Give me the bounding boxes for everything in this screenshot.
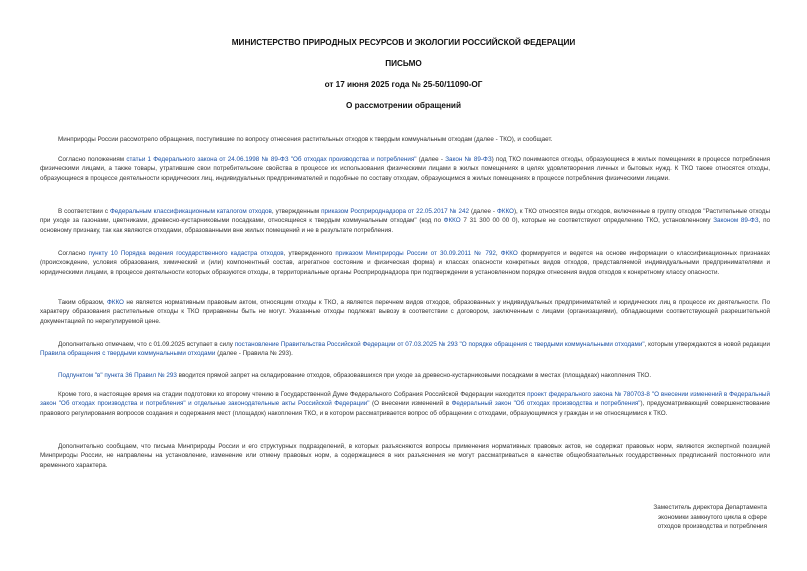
paragraph-text: не является нормативным правовым актом, относящим отходы к ТКО, а является перечнем видов отходов, образованных у индивидуальных предпринимателей и юридических лиц в процессе их деятельности. По характеру образования растительные отходы к ТКО приравнены быть не могут. Указанные отходы подлежат вывозу в соответствии с договором, заключенным с лицами (организациями), обладающими соответствующей разрешительной документацией по нерегулируемой цене. xyxy=(40,299,770,325)
link-order-242[interactable]: приказом Росприроднадзора от 22.05.2017 № 242 xyxy=(321,208,470,215)
link-fkko[interactable]: ФККО xyxy=(443,217,461,225)
paragraph-text: (О внесении изменений в xyxy=(369,400,452,408)
link-draft-law-780703-8[interactable]: проект федерального закона № 780703-8 "О внесении изменений в Федеральный закон "Об отходах производства и потребления" и отдельные законодательные акты Российской Федерации" xyxy=(40,391,770,408)
paragraph-cadastre xyxy=(40,249,770,277)
paragraph-text: формируется и ведется на основе информации о классификационных признаках (происхождение, условия образования, химический и (или) компонентный состав, агрегатное состояние и физическая форма) и классах опасности конкретных видов отходов, представляемой индивидуальными предпринимателями и юридическими лицами, в процессе деятельности которых образуются отходы, в территориальные органы Росприроднадзора при подтверждении в установленном порядке отнесения видов отходов к конкретному классу опасности. xyxy=(40,250,770,276)
link-order-792[interactable]: приказом Минприроды России от 30.09.2011 № 792 xyxy=(335,250,496,257)
link-fkko-catalog[interactable]: Федеральным классификационным каталогом отходов xyxy=(110,208,272,215)
link-tko-rules[interactable]: Правила обращения с твердыми коммунальными отходами xyxy=(40,350,216,358)
paragraph-text: , которым утверждаются в новой редакции xyxy=(644,341,770,348)
paragraph-text: , утвержденного xyxy=(283,250,336,257)
link-waste-law[interactable]: Федеральный закон "Об отходах производства и потребления" xyxy=(451,400,641,408)
paragraph-conclusion xyxy=(40,298,770,326)
ministry-title: МИНИСТЕРСТВО ПРИРОДНЫХ РЕСУРСОВ И ЭКОЛОГИИ РОССИЙСКОЙ ФЕДЕРАЦИИ xyxy=(231,38,576,47)
paragraph-rules-293 xyxy=(40,340,770,359)
paragraph-text: вводится прямой запрет на складирование отходов, образовавшихся при уходе за древесно-кустарниковыми посадками в местах (площадках) накопления ТКО. xyxy=(176,372,652,379)
paragraph-text: (далее - xyxy=(469,208,497,215)
link-fkko[interactable]: ФККО xyxy=(500,250,518,257)
paragraph-text: Согласно положениям xyxy=(58,156,127,163)
paragraph-draft-law xyxy=(40,390,770,418)
paragraph-disclaimer xyxy=(40,442,770,470)
paragraph-text: Дополнительно сообщаем, что письма Минприроды России и его структурных подразделений, в которых разъясняются вопросы применения нормативных правовых актов, не содержат правовых норм, являются экспертной позицией Минприроды России, не направлены на установление, изменение или отмену правовых норм, а содержащиеся в них разъяснения не могут рассматриваться в качестве общеобязательных государственных предписаний постоянного или временного характера. xyxy=(40,443,770,469)
paragraph-text: Кроме того, в настоящее время на стадии подготовки ко второму чтению в Государственной Думе Федерального Собрания Российской Федерации находится xyxy=(58,391,528,398)
signature-line: отходов производства и потребления xyxy=(657,523,767,530)
paragraph-tko-definition xyxy=(40,155,770,183)
paragraph-text: (далее - xyxy=(416,156,446,163)
paragraph-text: (далее - Правила № 293). xyxy=(215,350,293,358)
document-subject: О рассмотрении обращений xyxy=(346,101,461,110)
signature-line: Заместитель директора Департамента xyxy=(653,504,767,511)
paragraph-text: ) под ТКО понимаются отходы, образующиеся в жилых помещениях в процессе потребления физическими лицами, а также товары, утратившие свои потребительские свойства в процессе их использования физическими лицами в жилых помещениях в целях удовлетворения личных и бытовых нужд. К ТКО также относятся отходы, образующиеся в процессе деятельности юридических лиц, индивидуальных предпринимателей и подобные по составу отходам, образующимся в жилых помещениях в процессе потребления физическими лицами. xyxy=(40,156,771,182)
paragraph-text: Таким образом, xyxy=(58,299,107,306)
link-subitem-v-item-36[interactable]: Подпунктом "в" пункта 36 Правил № 293 xyxy=(58,372,177,379)
paragraph-text: , xyxy=(495,250,501,257)
document-date-number: от 17 июня 2025 года № 25-50/11090-ОГ xyxy=(324,80,483,89)
link-fkko[interactable]: ФККО xyxy=(106,299,124,306)
paragraph-intro xyxy=(40,135,770,144)
signature-block xyxy=(577,503,767,532)
link-fkko[interactable]: ФККО xyxy=(497,208,514,215)
paragraph-text: 7 31 300 00 00 0), которые не соответствуют определению ТКО, установленному xyxy=(460,217,714,225)
document-type: ПИСЬМО xyxy=(385,59,422,68)
paragraph-text: Минприроды России рассмотрело обращения, поступившие по вопросу отнесения растительных отходов к твердым коммунальным отходам (далее - ТКО), и сообщает. xyxy=(58,136,553,143)
paragraph-fkko xyxy=(40,207,770,235)
link-article-1-law-89[interactable]: статьи 1 Федерального закона от 24.06.1998 № 89-ФЗ "Об отходах производства и потребления" xyxy=(126,156,417,163)
link-law-89[interactable]: Законом 89-ФЗ xyxy=(713,217,759,225)
paragraph-text: , утвержденным xyxy=(271,208,322,215)
link-resolution-293[interactable]: постановление Правительства Российской Федерации от 07.03.2025 № 293 "О порядке обращения с твердыми коммунальными отходами" xyxy=(234,341,645,348)
paragraph-text: В соответствии с xyxy=(58,208,110,215)
paragraph-text: Согласно xyxy=(58,250,89,257)
paragraph-storage-ban xyxy=(40,371,770,380)
paragraph-text: ), к ТКО относятся виды отходов, включенные в группу отходов "Растительные отходы при уходе за газонами, цветниками, древесно-кустарниковыми посадками, относящиеся к твердым коммунальным отходам" (код по xyxy=(40,208,770,225)
link-law-89[interactable]: Закон № 89-ФЗ xyxy=(445,156,492,163)
paragraph-text: Дополнительно отмечаем, что с 01.09.2025 вступает в силу xyxy=(58,341,235,348)
paragraph-text: ), предусматривающий совершенствование правового регулирования вопросов создания и содержания мест (площадок) накопления ТКО, и в котором рассматривается вопрос об обращении с отходами, образующимися у граждан и не относящимися к ТКО. xyxy=(40,400,770,417)
paragraph-text: , по основному признаку, так как являются отходами, образованными вне жилых помещений и не в результате потребления. xyxy=(40,217,770,234)
link-cadastre-item-10[interactable]: пункту 10 Порядка ведения государственного кадастра отходов xyxy=(88,250,284,257)
signature-line: экономики замкнутого цикла в сфере xyxy=(657,513,767,521)
